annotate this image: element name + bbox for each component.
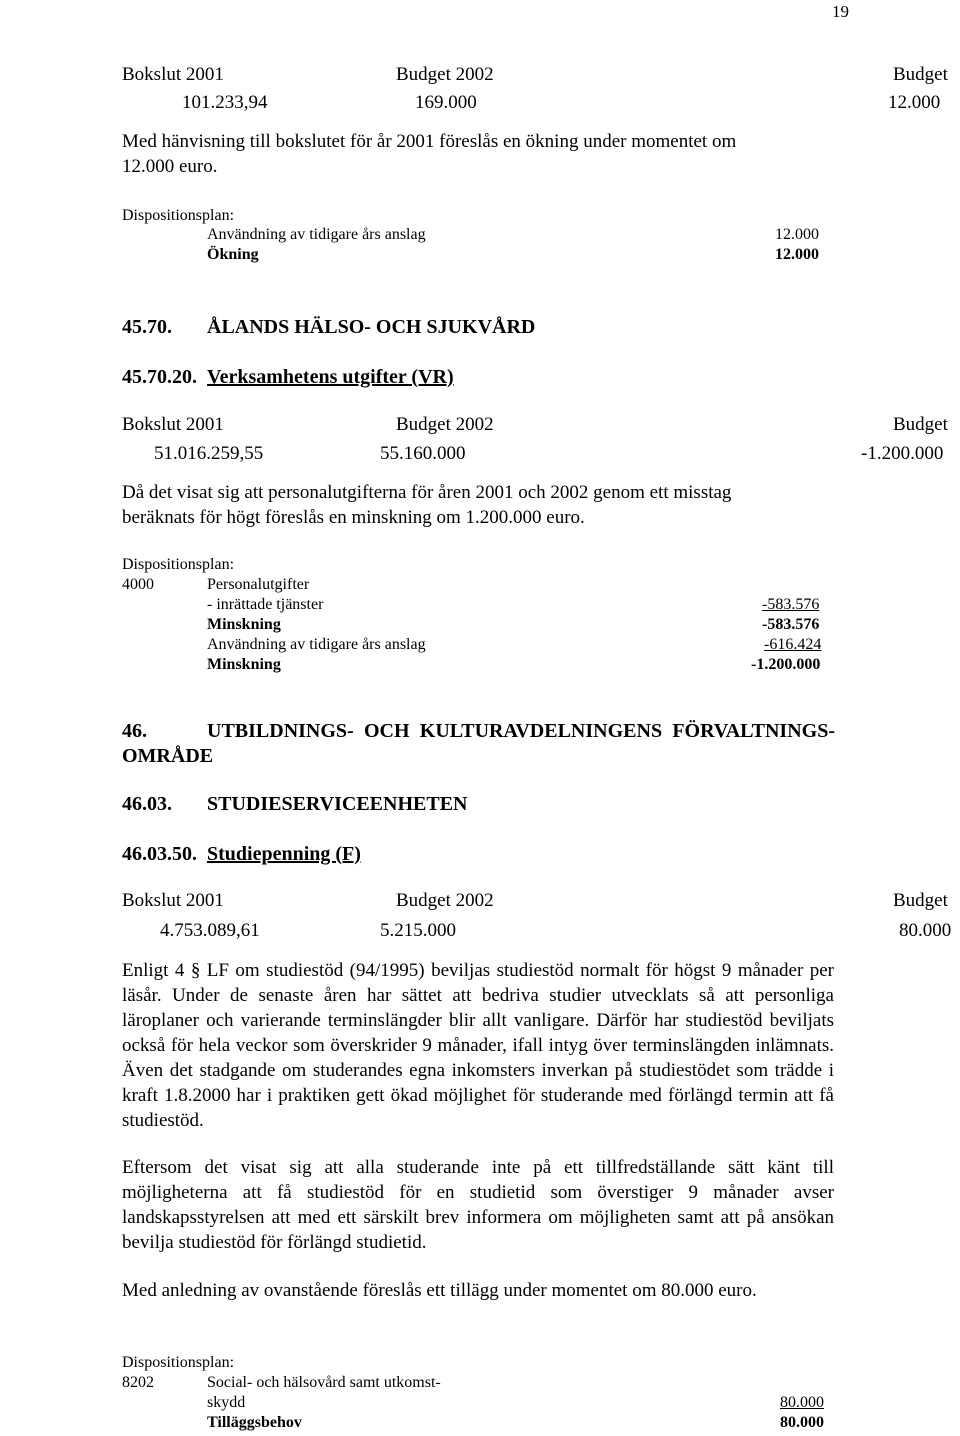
moment-title: Verksamhetens utgifter (VR): [207, 366, 454, 388]
header-bokslut: Bokslut 2001: [122, 414, 224, 435]
value-budget: -1.200.000: [861, 443, 944, 464]
value-budget-2002: 5.215.000: [380, 920, 456, 941]
disposition-row-amount: -583.576: [762, 596, 820, 613]
disposition-row-amount: -583.576: [762, 616, 820, 633]
disposition-code-label: Personalutgifter: [207, 576, 310, 593]
value-budget: 80.000: [899, 920, 952, 941]
disposition-label: Dispositionsplan:: [122, 207, 235, 224]
disposition-row-amount: 12.000: [775, 226, 819, 243]
chapter-number: 45.70.: [122, 316, 172, 338]
paragraph-line: beräknats för högt föreslås en minskning om 1.200.000 euro.: [122, 507, 585, 528]
disposition-row-amount: -616.424: [764, 636, 822, 653]
chapter-title-justified: UTBILDNINGS- OCH KULTURAVDELNINGENS FÖRVALTNINGS-: [207, 720, 835, 742]
header-bokslut: Bokslut 2001: [122, 64, 224, 85]
value-bokslut: 101.233,94: [182, 92, 268, 113]
value-budget-2002: 169.000: [415, 92, 477, 113]
disposition-label: Dispositionsplan:: [122, 556, 235, 573]
header-budget-2002: Budget 2002: [396, 64, 494, 85]
paragraph: Med anledning av ovanstående föreslås ett tillägg under momentet om 80.000 euro.: [122, 1280, 757, 1301]
paragraph-line: Då det visat sig att personalutgifterna för åren 2001 och 2002 genom ett misstag: [122, 482, 732, 503]
disposition-row-amount: 80.000: [780, 1394, 824, 1411]
chapter-title-line2: OMRÅDE: [122, 745, 214, 767]
value-budget: 12.000: [888, 92, 941, 113]
value-bokslut: 4.753.089,61: [160, 920, 260, 941]
disposition-row-label: Tilläggsbehov: [207, 1414, 302, 1431]
chapter-title: ÅLANDS HÄLSO- OCH SJUKVÅRD: [207, 316, 536, 338]
header-budget-2002: Budget 2002: [396, 890, 494, 911]
chapter-number: 46.: [122, 720, 147, 742]
header-budget-2002: Budget 2002: [396, 414, 494, 435]
page-number: 19: [832, 2, 849, 21]
paragraph-line: Med hänvisning till bokslutet för år 2001 föreslås en ökning under momentet om: [122, 131, 737, 152]
moment-number: 46.03.50.: [122, 843, 197, 865]
value-bokslut: 51.016.259,55: [154, 443, 264, 464]
disposition-row-amount: -1.200.000: [751, 656, 821, 673]
chapter-title: STUDIESERVICEENHETEN: [207, 793, 468, 815]
disposition-code: 4000: [122, 576, 154, 593]
disposition-row-label: Användning av tidigare års anslag: [207, 226, 426, 243]
header-budget: Budget: [893, 64, 948, 85]
disposition-row-label: Minskning: [207, 656, 281, 673]
header-budget: Budget: [893, 414, 948, 435]
header-bokslut: Bokslut 2001: [122, 890, 224, 911]
moment-title: Studiepenning (F): [207, 843, 361, 865]
disposition-row-label: Användning av tidigare års anslag: [207, 636, 426, 653]
disposition-row-amount: 80.000: [780, 1414, 824, 1431]
disposition-label: Dispositionsplan:: [122, 1354, 235, 1371]
moment-number: 45.70.20.: [122, 366, 197, 388]
header-budget: Budget: [893, 890, 948, 911]
disposition-row-amount: 12.000: [775, 246, 819, 263]
disposition-row-label: Ökning: [207, 246, 259, 263]
paragraph: Eftersom det visat sig att alla studerande inte på ett tillfredställande sätt känt till möjligheterna att få studiestöd för en studietid som överstiger 9 månader avser landskapsstyrelsen att med ett särskilt brev informera om möjligheten samt att på ansökan bevilja studiestöd för förlängd studietid.: [122, 1157, 834, 1253]
paragraph: Enligt 4 § LF om studiestöd (94/1995) beviljas studiestöd normalt för högst 9 månader per läsår. Under de senaste åren har sättet att bedriva studier utvecklats så att personliga läroplaner och varierande terminslängder blir allt vanligare. Därför har studiestöd beviljats också för hela veckor som överskrider 9 månader, ifall intyg över terminslängden inlämnats. Även det stadgande om studerandes egna inkomsters inverkan på studiestödet som trädde i kraft 1.8.2000 har i praktiken gett ökad möjlighet för studerande med förlängd termin att få studiestöd.: [122, 960, 834, 1131]
disposition-code-label: skydd: [207, 1394, 246, 1411]
chapter-number: 46.03.: [122, 793, 172, 815]
disposition-code: 8202: [122, 1374, 154, 1391]
paragraph-line: 12.000 euro.: [122, 156, 218, 177]
value-budget-2002: 55.160.000: [380, 443, 466, 464]
disposition-row-label: Minskning: [207, 616, 281, 633]
disposition-row-label: - inrättade tjänster: [207, 596, 324, 613]
disposition-code-label: Social- och hälsovård samt utkomst-: [207, 1374, 441, 1391]
